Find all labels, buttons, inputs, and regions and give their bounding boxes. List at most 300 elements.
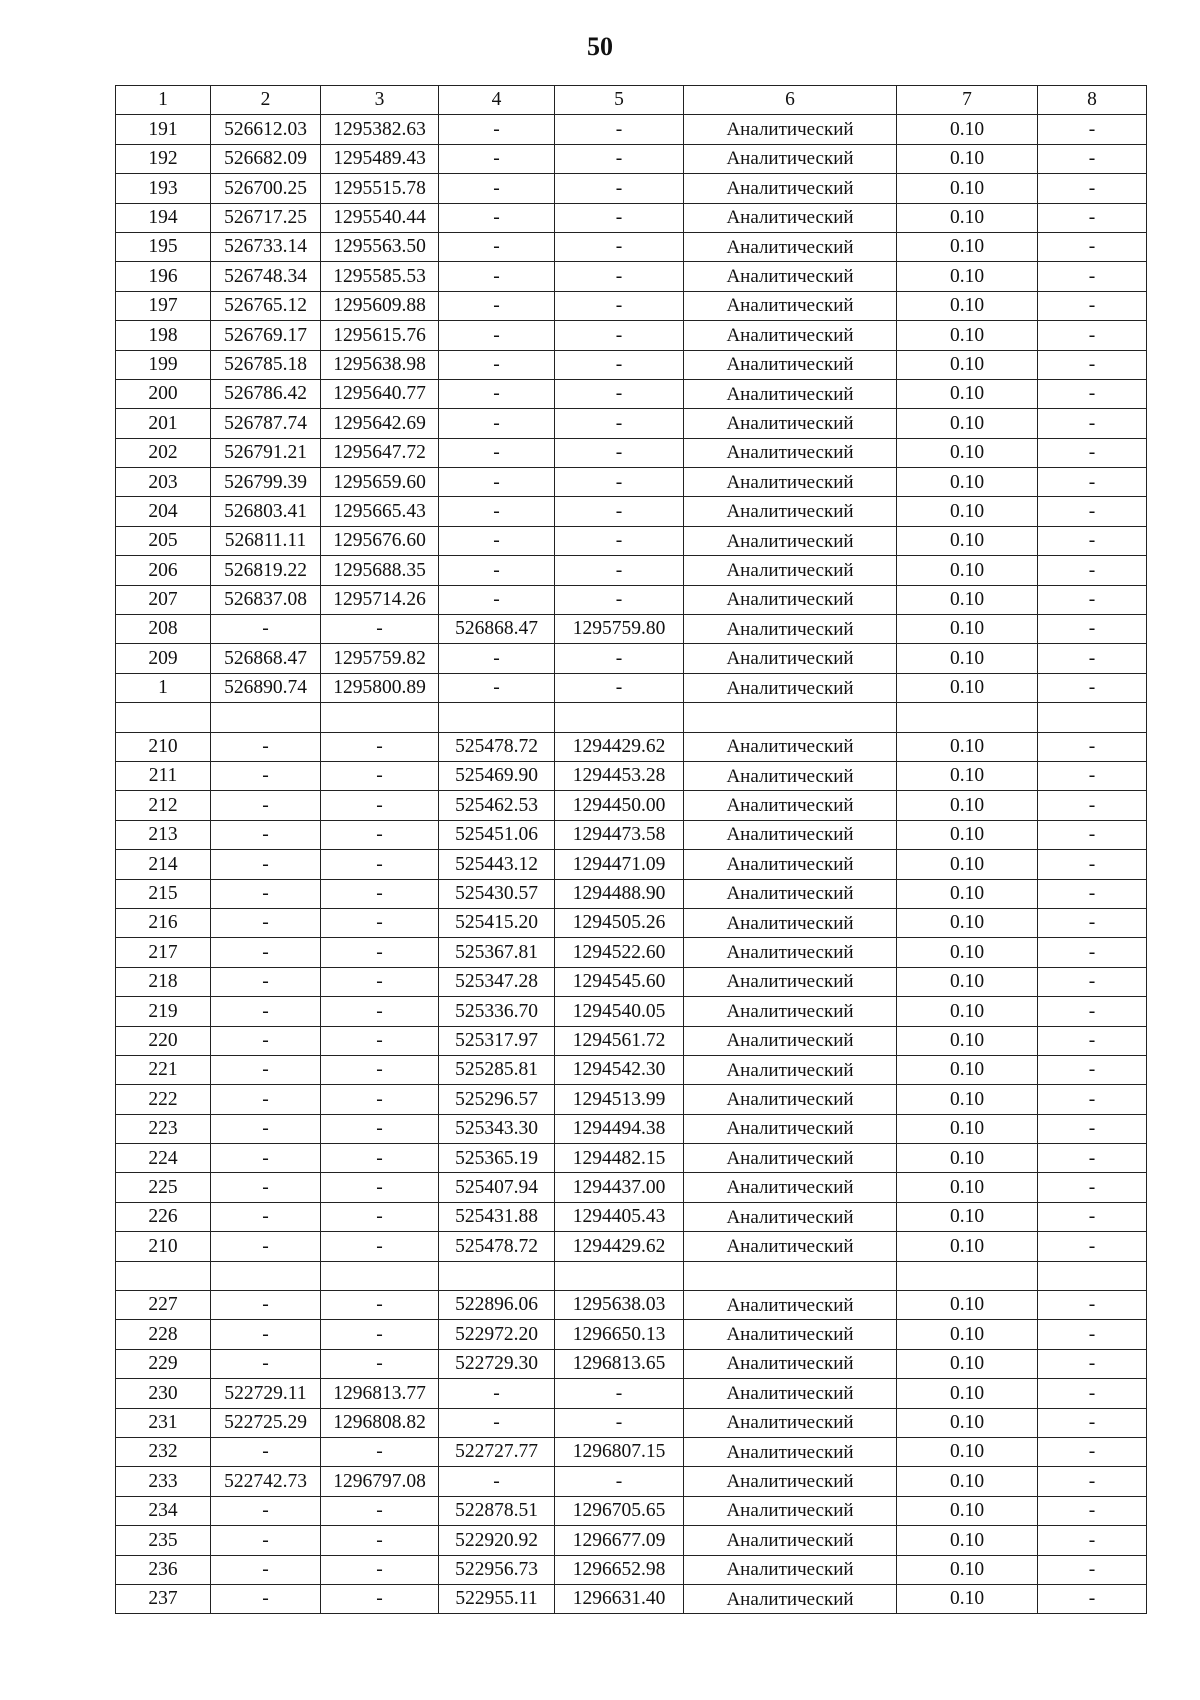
x-coordinate-new-cell: 525415.20 (439, 908, 555, 937)
point-number-cell: 203 (116, 468, 211, 497)
y-coordinate-new-cell: - (555, 644, 684, 673)
y-coordinate-old-cell: - (321, 967, 439, 996)
determination-method-cell: Аналитический (684, 409, 897, 438)
y-coordinate-old-cell: - (321, 1526, 439, 1555)
description-cell: - (1038, 350, 1147, 379)
x-coordinate-old-cell: - (211, 1144, 321, 1173)
point-number-cell: 204 (116, 497, 211, 526)
x-coordinate-new-cell: - (439, 673, 555, 702)
description-cell: - (1038, 174, 1147, 203)
y-coordinate-new-cell: 1294450.00 (555, 791, 684, 820)
y-coordinate-new-cell: 1294473.58 (555, 820, 684, 849)
x-coordinate-old-cell: - (211, 1496, 321, 1525)
accuracy-cell: 0.10 (897, 585, 1038, 614)
point-number-cell: 197 (116, 291, 211, 320)
table-row (116, 1467, 1147, 1496)
table-row (116, 379, 1147, 408)
x-coordinate-new-cell: 525343.30 (439, 1114, 555, 1143)
description-cell: - (1038, 1085, 1147, 1114)
y-coordinate-new-cell: 1295638.03 (555, 1291, 684, 1320)
accuracy-cell: 0.10 (897, 1232, 1038, 1261)
table-row (116, 1349, 1147, 1378)
point-number-cell (116, 1261, 211, 1290)
point-number-cell: 225 (116, 1173, 211, 1202)
x-coordinate-old-cell: 522725.29 (211, 1408, 321, 1437)
table-row (116, 174, 1147, 203)
x-coordinate-old-cell: - (211, 850, 321, 879)
x-coordinate-new-cell: - (439, 644, 555, 673)
table-row (116, 526, 1147, 555)
y-coordinate-old-cell: 1295609.88 (321, 291, 439, 320)
x-coordinate-new-cell: - (439, 1467, 555, 1496)
y-coordinate-new-cell: - (555, 526, 684, 555)
y-coordinate-new-cell: - (555, 438, 684, 467)
y-coordinate-new-cell: 1294482.15 (555, 1144, 684, 1173)
y-coordinate-new-cell: 1296807.15 (555, 1437, 684, 1466)
determination-method-cell: Аналитический (684, 1232, 897, 1261)
column-header: 2 (211, 86, 321, 115)
determination-method-cell: Аналитический (684, 379, 897, 408)
accuracy-cell: 0.10 (897, 967, 1038, 996)
description-cell: - (1038, 879, 1147, 908)
determination-method-cell: Аналитический (684, 997, 897, 1026)
description-cell: - (1038, 1026, 1147, 1055)
point-number-cell: 210 (116, 1232, 211, 1261)
x-coordinate-old-cell: - (211, 1320, 321, 1349)
table-row (116, 585, 1147, 614)
table-row (116, 879, 1147, 908)
x-coordinate-new-cell: - (439, 379, 555, 408)
description-cell: - (1038, 1173, 1147, 1202)
column-header: 7 (897, 86, 1038, 115)
x-coordinate-new-cell: - (439, 438, 555, 467)
y-coordinate-new-cell: 1294561.72 (555, 1026, 684, 1055)
accuracy-cell: 0.10 (897, 820, 1038, 849)
determination-method-cell: Аналитический (684, 1202, 897, 1231)
x-coordinate-new-cell: - (439, 468, 555, 497)
y-coordinate-new-cell: - (555, 321, 684, 350)
table-row (116, 967, 1147, 996)
x-coordinate-new-cell: 522956.73 (439, 1555, 555, 1584)
x-coordinate-new-cell: - (439, 350, 555, 379)
determination-method-cell: Аналитический (684, 497, 897, 526)
point-number-cell: 213 (116, 820, 211, 849)
x-coordinate-new-cell: 525285.81 (439, 1055, 555, 1084)
y-coordinate-old-cell: 1295642.69 (321, 409, 439, 438)
y-coordinate-old-cell: 1295714.26 (321, 585, 439, 614)
table-row (116, 1055, 1147, 1084)
table-row (116, 1555, 1147, 1584)
determination-method-cell: Аналитический (684, 350, 897, 379)
accuracy-cell (897, 1261, 1038, 1290)
y-coordinate-old-cell: 1295759.82 (321, 644, 439, 673)
point-number-cell: 205 (116, 526, 211, 555)
point-number-cell: 230 (116, 1379, 211, 1408)
x-coordinate-new-cell: - (439, 409, 555, 438)
x-coordinate-old-cell: - (211, 879, 321, 908)
description-cell: - (1038, 203, 1147, 232)
y-coordinate-old-cell (321, 703, 439, 732)
x-coordinate-old-cell: - (211, 1232, 321, 1261)
y-coordinate-new-cell: - (555, 673, 684, 702)
description-cell (1038, 703, 1147, 732)
table-row (116, 1202, 1147, 1231)
description-cell: - (1038, 1202, 1147, 1231)
description-cell: - (1038, 1291, 1147, 1320)
x-coordinate-old-cell: 526748.34 (211, 262, 321, 291)
y-coordinate-old-cell: 1296813.77 (321, 1379, 439, 1408)
determination-method-cell: Аналитический (684, 1467, 897, 1496)
point-number-cell: 194 (116, 203, 211, 232)
y-coordinate-old-cell: - (321, 1320, 439, 1349)
x-coordinate-new-cell: 525365.19 (439, 1144, 555, 1173)
description-cell: - (1038, 820, 1147, 849)
table-row (116, 350, 1147, 379)
determination-method-cell: Аналитический (684, 1584, 897, 1613)
determination-method-cell: Аналитический (684, 1055, 897, 1084)
description-cell: - (1038, 1437, 1147, 1466)
point-number-cell: 207 (116, 585, 211, 614)
description-cell: - (1038, 144, 1147, 173)
table-row (116, 820, 1147, 849)
y-coordinate-new-cell: - (555, 1467, 684, 1496)
x-coordinate-old-cell: 526733.14 (211, 232, 321, 261)
y-coordinate-new-cell: - (555, 203, 684, 232)
x-coordinate-old-cell: - (211, 1349, 321, 1378)
determination-method-cell (684, 703, 897, 732)
accuracy-cell: 0.10 (897, 526, 1038, 555)
y-coordinate-new-cell: - (555, 174, 684, 203)
x-coordinate-old-cell: - (211, 1173, 321, 1202)
y-coordinate-new-cell: - (555, 585, 684, 614)
determination-method-cell: Аналитический (684, 615, 897, 644)
accuracy-cell: 0.10 (897, 291, 1038, 320)
point-number-cell: 228 (116, 1320, 211, 1349)
x-coordinate-old-cell: 526787.74 (211, 409, 321, 438)
y-coordinate-old-cell: - (321, 1555, 439, 1584)
point-number-cell: 192 (116, 144, 211, 173)
table-row (116, 1144, 1147, 1173)
accuracy-cell: 0.10 (897, 1055, 1038, 1084)
table-row (116, 1437, 1147, 1466)
accuracy-cell: 0.10 (897, 409, 1038, 438)
x-coordinate-new-cell: - (439, 526, 555, 555)
y-coordinate-old-cell: - (321, 1496, 439, 1525)
x-coordinate-old-cell: - (211, 761, 321, 790)
accuracy-cell: 0.10 (897, 1467, 1038, 1496)
point-number-cell: 210 (116, 732, 211, 761)
x-coordinate-old-cell: - (211, 967, 321, 996)
description-cell: - (1038, 1555, 1147, 1584)
x-coordinate-old-cell: 526700.25 (211, 174, 321, 203)
description-cell: - (1038, 438, 1147, 467)
description-cell: - (1038, 761, 1147, 790)
table-row (116, 1232, 1147, 1261)
description-cell: - (1038, 556, 1147, 585)
y-coordinate-new-cell: 1294429.62 (555, 1232, 684, 1261)
description-cell: - (1038, 997, 1147, 1026)
determination-method-cell: Аналитический (684, 115, 897, 144)
description-cell: - (1038, 379, 1147, 408)
y-coordinate-old-cell: 1295540.44 (321, 203, 439, 232)
point-number-cell: 202 (116, 438, 211, 467)
y-coordinate-new-cell: - (555, 262, 684, 291)
table-body (116, 115, 1147, 1614)
point-number-cell: 1 (116, 673, 211, 702)
y-coordinate-old-cell: 1295563.50 (321, 232, 439, 261)
point-number-cell: 220 (116, 1026, 211, 1055)
determination-method-cell: Аналитический (684, 879, 897, 908)
column-header: 8 (1038, 86, 1147, 115)
x-coordinate-new-cell: 525478.72 (439, 1232, 555, 1261)
determination-method-cell: Аналитический (684, 174, 897, 203)
point-number-cell: 206 (116, 556, 211, 585)
x-coordinate-new-cell: - (439, 1408, 555, 1437)
y-coordinate-old-cell: 1295659.60 (321, 468, 439, 497)
description-cell: - (1038, 232, 1147, 261)
y-coordinate-new-cell: 1294471.09 (555, 850, 684, 879)
accuracy-cell: 0.10 (897, 144, 1038, 173)
point-number-cell: 237 (116, 1584, 211, 1613)
point-number-cell: 221 (116, 1055, 211, 1084)
description-cell: - (1038, 615, 1147, 644)
point-number-cell: 209 (116, 644, 211, 673)
y-coordinate-old-cell: 1295688.35 (321, 556, 439, 585)
table-row (116, 321, 1147, 350)
table-row (116, 262, 1147, 291)
description-cell: - (1038, 409, 1147, 438)
accuracy-cell: 0.10 (897, 262, 1038, 291)
description-cell: - (1038, 1114, 1147, 1143)
point-number-cell: 227 (116, 1291, 211, 1320)
point-number-cell: 234 (116, 1496, 211, 1525)
x-coordinate-old-cell: - (211, 938, 321, 967)
point-number-cell: 223 (116, 1114, 211, 1143)
accuracy-cell: 0.10 (897, 908, 1038, 937)
x-coordinate-old-cell: 526837.08 (211, 585, 321, 614)
x-coordinate-old-cell: - (211, 1085, 321, 1114)
x-coordinate-new-cell: 525443.12 (439, 850, 555, 879)
x-coordinate-old-cell: - (211, 908, 321, 937)
point-number-cell: 193 (116, 174, 211, 203)
x-coordinate-old-cell: - (211, 791, 321, 820)
table-row (116, 409, 1147, 438)
table-row (116, 1173, 1147, 1202)
y-coordinate-old-cell: 1295615.76 (321, 321, 439, 350)
table-row (116, 291, 1147, 320)
determination-method-cell: Аналитический (684, 644, 897, 673)
y-coordinate-old-cell: 1295638.98 (321, 350, 439, 379)
table-row (116, 115, 1147, 144)
point-number-cell: 232 (116, 1437, 211, 1466)
header-row (116, 86, 1147, 115)
point-number-cell: 226 (116, 1202, 211, 1231)
x-coordinate-old-cell: 526811.11 (211, 526, 321, 555)
point-number-cell: 222 (116, 1085, 211, 1114)
x-coordinate-new-cell: - (439, 497, 555, 526)
x-coordinate-new-cell (439, 703, 555, 732)
determination-method-cell: Аналитический (684, 938, 897, 967)
x-coordinate-old-cell: 526682.09 (211, 144, 321, 173)
y-coordinate-new-cell: 1294488.90 (555, 879, 684, 908)
point-number-cell (116, 703, 211, 732)
determination-method-cell: Аналитический (684, 850, 897, 879)
description-cell (1038, 1261, 1147, 1290)
y-coordinate-old-cell: - (321, 1144, 439, 1173)
point-number-cell: 216 (116, 908, 211, 937)
determination-method-cell: Аналитический (684, 526, 897, 555)
accuracy-cell: 0.10 (897, 761, 1038, 790)
x-coordinate-old-cell: - (211, 1114, 321, 1143)
determination-method-cell: Аналитический (684, 321, 897, 350)
description-cell: - (1038, 1349, 1147, 1378)
x-coordinate-old-cell: - (211, 1555, 321, 1584)
description-cell: - (1038, 1379, 1147, 1408)
point-number-cell: 211 (116, 761, 211, 790)
x-coordinate-new-cell: - (439, 203, 555, 232)
description-cell: - (1038, 1496, 1147, 1525)
x-coordinate-new-cell: 522896.06 (439, 1291, 555, 1320)
accuracy-cell: 0.10 (897, 615, 1038, 644)
point-number-cell: 199 (116, 350, 211, 379)
accuracy-cell: 0.10 (897, 879, 1038, 908)
determination-method-cell: Аналитический (684, 556, 897, 585)
y-coordinate-old-cell: - (321, 1584, 439, 1613)
x-coordinate-new-cell: 525347.28 (439, 967, 555, 996)
determination-method-cell: Аналитический (684, 1526, 897, 1555)
table-row (116, 497, 1147, 526)
y-coordinate-new-cell (555, 703, 684, 732)
x-coordinate-new-cell: 525469.90 (439, 761, 555, 790)
y-coordinate-old-cell: 1295489.43 (321, 144, 439, 173)
x-coordinate-old-cell: - (211, 1437, 321, 1466)
point-number-cell: 208 (116, 615, 211, 644)
y-coordinate-old-cell: - (321, 820, 439, 849)
table-row (116, 468, 1147, 497)
determination-method-cell: Аналитический (684, 1026, 897, 1055)
determination-method-cell: Аналитический (684, 262, 897, 291)
determination-method-cell: Аналитический (684, 438, 897, 467)
y-coordinate-new-cell: 1296813.65 (555, 1349, 684, 1378)
column-header: 4 (439, 86, 555, 115)
accuracy-cell: 0.10 (897, 1496, 1038, 1525)
accuracy-cell: 0.10 (897, 1437, 1038, 1466)
x-coordinate-new-cell: - (439, 144, 555, 173)
x-coordinate-new-cell: 525336.70 (439, 997, 555, 1026)
x-coordinate-new-cell: 525367.81 (439, 938, 555, 967)
x-coordinate-new-cell: - (439, 585, 555, 614)
table-row (116, 938, 1147, 967)
y-coordinate-old-cell: 1295515.78 (321, 174, 439, 203)
y-coordinate-new-cell: - (555, 1379, 684, 1408)
accuracy-cell: 0.10 (897, 1291, 1038, 1320)
x-coordinate-new-cell: 526868.47 (439, 615, 555, 644)
y-coordinate-new-cell: - (555, 497, 684, 526)
y-coordinate-new-cell: 1294505.26 (555, 908, 684, 937)
column-header: 5 (555, 86, 684, 115)
coordinates-table (115, 85, 1147, 1614)
description-cell: - (1038, 644, 1147, 673)
x-coordinate-new-cell: - (439, 321, 555, 350)
accuracy-cell: 0.10 (897, 1408, 1038, 1437)
y-coordinate-new-cell: 1296631.40 (555, 1584, 684, 1613)
table-row (116, 438, 1147, 467)
description-cell: - (1038, 850, 1147, 879)
y-coordinate-new-cell: 1296652.98 (555, 1555, 684, 1584)
y-coordinate-new-cell: 1296705.65 (555, 1496, 684, 1525)
description-cell: - (1038, 497, 1147, 526)
description-cell: - (1038, 1320, 1147, 1349)
x-coordinate-old-cell: 526890.74 (211, 673, 321, 702)
x-coordinate-new-cell: 522727.77 (439, 1437, 555, 1466)
description-cell: - (1038, 908, 1147, 937)
y-coordinate-new-cell: - (555, 468, 684, 497)
x-coordinate-old-cell: - (211, 1291, 321, 1320)
x-coordinate-new-cell: - (439, 556, 555, 585)
table-row (116, 144, 1147, 173)
determination-method-cell: Аналитический (684, 585, 897, 614)
accuracy-cell: 0.10 (897, 1026, 1038, 1055)
x-coordinate-new-cell: 525462.53 (439, 791, 555, 820)
table-row (116, 644, 1147, 673)
table-row (116, 1379, 1147, 1408)
accuracy-cell: 0.10 (897, 732, 1038, 761)
x-coordinate-old-cell (211, 1261, 321, 1290)
determination-method-cell: Аналитический (684, 1349, 897, 1378)
y-coordinate-new-cell: - (555, 556, 684, 585)
accuracy-cell: 0.10 (897, 497, 1038, 526)
table-row (116, 203, 1147, 232)
y-coordinate-old-cell: - (321, 1114, 439, 1143)
x-coordinate-new-cell: 522729.30 (439, 1349, 555, 1378)
description-cell: - (1038, 673, 1147, 702)
x-coordinate-old-cell: - (211, 1584, 321, 1613)
accuracy-cell: 0.10 (897, 379, 1038, 408)
x-coordinate-old-cell: - (211, 732, 321, 761)
determination-method-cell: Аналитический (684, 673, 897, 702)
determination-method-cell: Аналитический (684, 761, 897, 790)
point-number-cell: 233 (116, 1467, 211, 1496)
column-header: 6 (684, 86, 897, 115)
y-coordinate-old-cell: - (321, 1232, 439, 1261)
x-coordinate-old-cell: 526803.41 (211, 497, 321, 526)
x-coordinate-new-cell: - (439, 115, 555, 144)
description-cell: - (1038, 262, 1147, 291)
point-number-cell: 215 (116, 879, 211, 908)
point-number-cell: 200 (116, 379, 211, 408)
description-cell: - (1038, 291, 1147, 320)
y-coordinate-new-cell: 1294513.99 (555, 1085, 684, 1114)
y-coordinate-old-cell: - (321, 997, 439, 1026)
y-coordinate-new-cell: 1296677.09 (555, 1526, 684, 1555)
accuracy-cell: 0.10 (897, 115, 1038, 144)
determination-method-cell: Аналитический (684, 1437, 897, 1466)
column-header: 1 (116, 86, 211, 115)
y-coordinate-old-cell: - (321, 732, 439, 761)
y-coordinate-old-cell: 1296808.82 (321, 1408, 439, 1437)
table-row (116, 673, 1147, 702)
x-coordinate-old-cell: 526765.12 (211, 291, 321, 320)
y-coordinate-new-cell: 1294453.28 (555, 761, 684, 790)
y-coordinate-new-cell: - (555, 115, 684, 144)
y-coordinate-old-cell: - (321, 1173, 439, 1202)
determination-method-cell: Аналитический (684, 1320, 897, 1349)
x-coordinate-old-cell: - (211, 1055, 321, 1084)
y-coordinate-old-cell: - (321, 791, 439, 820)
y-coordinate-new-cell: 1295759.80 (555, 615, 684, 644)
table-row (116, 1291, 1147, 1320)
y-coordinate-new-cell: 1294429.62 (555, 732, 684, 761)
